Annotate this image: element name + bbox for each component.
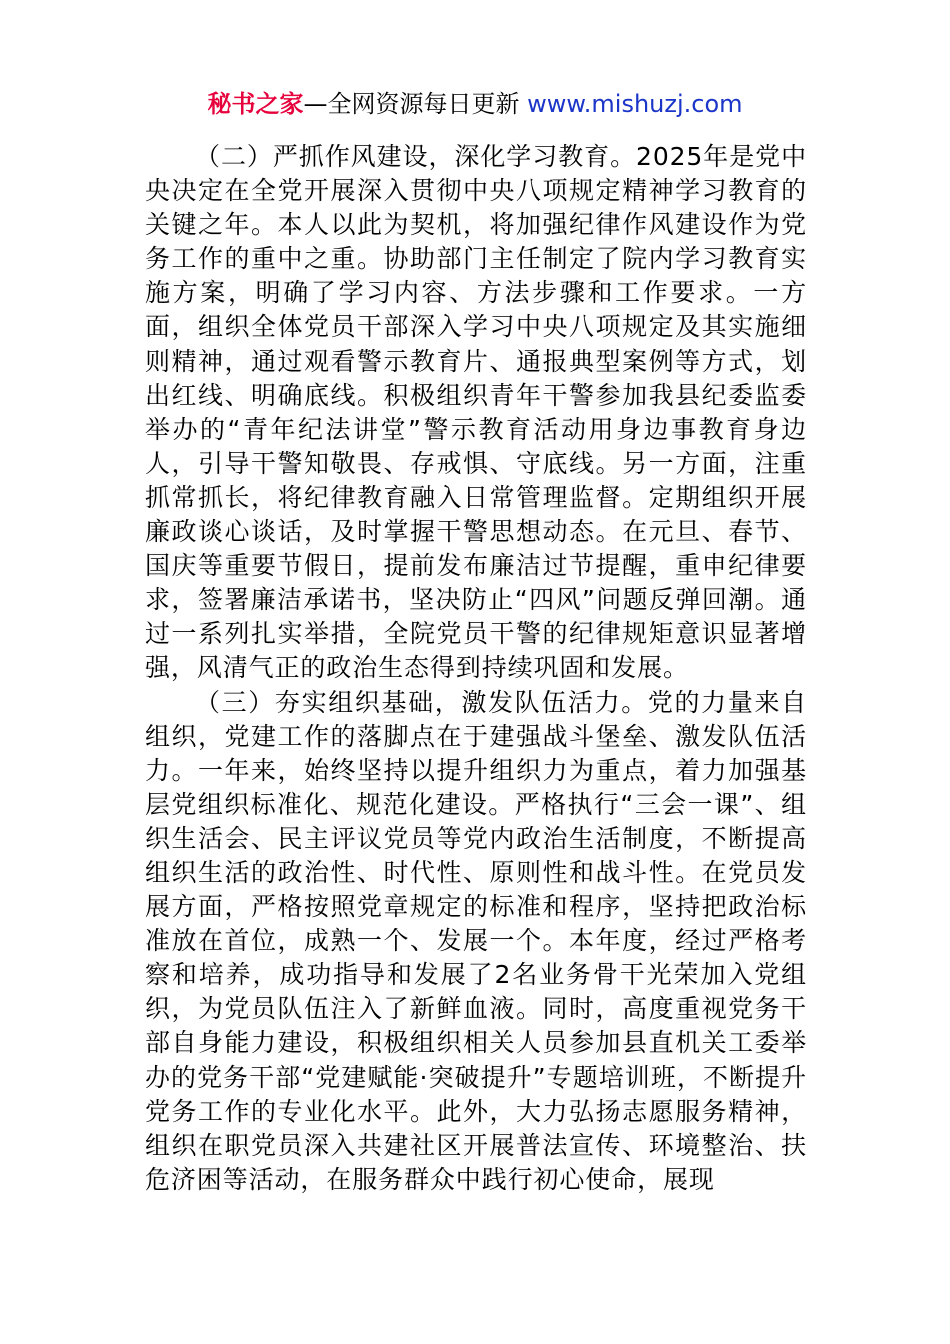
paragraph-discipline-education: （二）严抓作风建设，深化学习教育。2025年是党中央决定在全党开展深入贯彻中央八项规定精神学习教育的关键之年。本人以此为契机，将加强纪律作风建设作为党务工作的重中之重。协助部门主任制定了院内学习教育实施方案，明确了学习内容、方法步骤和工作要求。一方面，组织全体党员干部深入学习中央八项规定及其实施细则精神，通过观看警示教育片、通报典型案例等方式，划出红线、明确底线。积极组织青年干警参加我县纪委监委举办的“青年纪法讲堂”警示教育活动用身边事教育身边人，引导干警知敬畏、存戒惧、守底线。另一方面，注重抓常抓长，将纪律教育融入日常管理监督。定期组织开展廉政谈心谈话，及时掌握干警思想动态。在元旦、春节、国庆等重要节假日，提前发布廉洁过节提醒，重申纪律要求，签署廉洁承诺书，坚决防止“四风”问题反弹回潮。通过一系列扎实举措，全院党员干警的纪律规矩意识显著增强，风清气正的政治生态得到持续巩固和发展。 (145, 142, 807, 683)
document-body (145, 140, 807, 1197)
site-banner (0, 88, 950, 120)
site-tagline: —全网资源每日更新 (303, 90, 528, 118)
paragraph-organization-building: （三）夯实组织基础，激发队伍活力。党的力量来自组织，党建工作的落脚点在于建强战斗堡垒、激发队伍活力。一年来，始终坚持以提升组织力为重点，着力加强基层党组织标准化、规范化建设。严格执行“三会一课”、组织生活会、民主评议党员等党内政治生活制度，不断提高组织生活的政治性、时代性、原则性和战斗性。在党员发展方面，严格按照党章规定的标准和程序，坚持把政治标准放在首位，成熟一个、发展一个。本年度，经过严格考察和培养，成功指导和发展了2名业务骨干光荣加入党组织，为党员队伍注入了新鲜血液。同时，高度重视党务干部自身能力建设，积极组织相关人员参加县直机关工委举办的党务干部“党建赋能·突破提升”专题培训班，不断提升党务工作的专业化水平。此外，大力弘扬志愿服务精神，组织在职党员深入共建社区开展普法宣传、环境整治、扶危济困等活动，在服务群众中践行初心使命，展现 (145, 687, 807, 1194)
site-url-link[interactable]: www.mishuzj.com (527, 90, 743, 118)
site-brand: 秘书之家 (207, 90, 304, 118)
